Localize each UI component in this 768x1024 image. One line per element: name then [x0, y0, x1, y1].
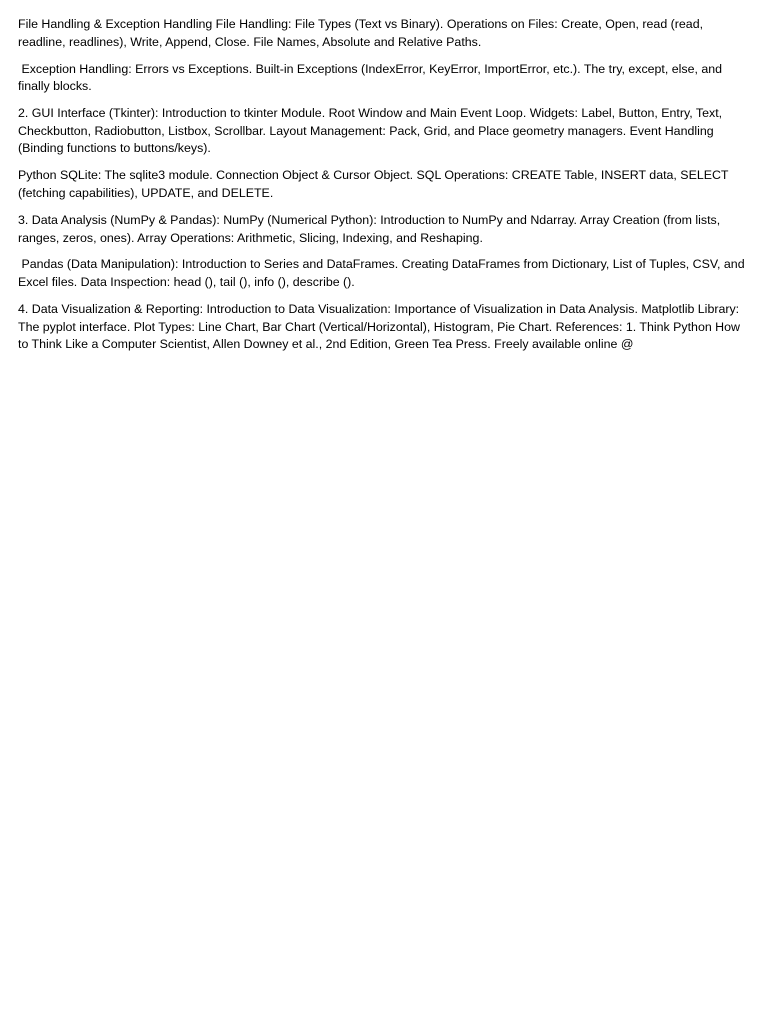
document-body — [18, 16, 752, 363]
paragraph-data-analysis-numpy: 3. Data Analysis (NumPy & Pandas): NumPy (Numerical Python): Introduction to NumPy and Ndarray. Array Creation (from lists, ranges, zeros, ones). Array Operations: Arithmetic, Slicing, Indexing, and Reshaping. — [18, 212, 724, 245]
paragraph-data-visualization: 4. Data Visualization & Reporting: Introduction to Data Visualization: Importance of Visualization in Data Analysis. Matplotlib Library: The pyplot interface. Plot Types: Line Chart, Bar Chart (Vertical/Horizontal), Histogram, Pie Chart. References: 1. Think Python How to Think Like a Computer Scientist, Allen Downey et al., 2nd Edition, Green Tea Press. Freely available online @ — [18, 302, 744, 352]
paragraph-gui-tkinter: 2. GUI Interface (Tkinter): Introduction to tkinter Module. Root Window and Main Event Loop. Widgets: Label, Button, Entry, Text, Checkbutton, Radiobutton, Listbox, Scrollbar. Layout Management: Pack, Grid, and Place geometry managers. Event Handling (Binding functions to buttons/keys). — [18, 106, 726, 156]
paragraph-exception-handling: Exception Handling: Errors vs Exceptions. Built-in Exceptions (IndexError, KeyError, ImportError, etc.). The try, except, else, and finally blocks. — [18, 61, 726, 94]
paragraph-file-handling: File Handling & Exception Handling File Handling: File Types (Text vs Binary). Operations on Files: Create, Open, read (read, readline, readlines), Write, Append, Close. File Names, Absolute and Relative Paths. — [18, 17, 707, 49]
paragraph-python-sqlite: Python SQLite: The sqlite3 module. Connection Object & Cursor Object. SQL Operations: CREATE Table, INSERT data, SELECT (fetching capabilities), UPDATE, and DELETE. — [18, 168, 732, 200]
paragraph-pandas: Pandas (Data Manipulation): Introduction to Series and DataFrames. Creating DataFrames from Dictionary, List of Tuples, CSV, and Excel files. Data Inspection: head (), tail (), info (), describe (). — [18, 257, 749, 290]
